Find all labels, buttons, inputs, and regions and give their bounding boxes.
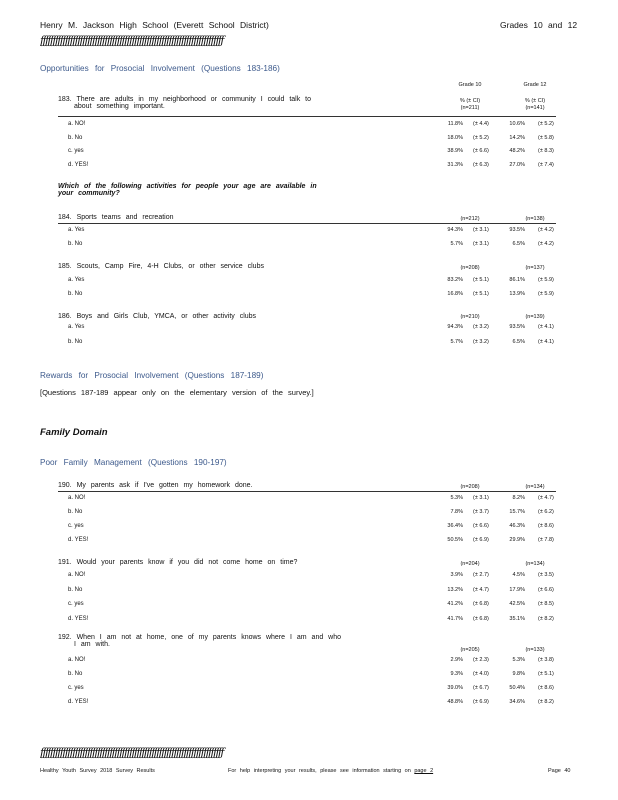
grade10-ci: (± 4.0) (473, 671, 489, 677)
grade10-percent: 38.9% (447, 148, 463, 154)
bottom-divider: ƒƒƒƒƒƒƒƒƒƒƒƒƒƒƒƒƒƒƒƒƒƒƒƒƒƒƒƒƒƒƒƒƒƒƒƒƒƒƒƒƒƒƒƒƒƒƒƒƒƒƒƒƒƒƒƒƒƒƒƒƒƒƒƒƒƒƒƒƒƒƒƒƒƒ (40, 746, 223, 759)
question-191 (58, 559, 297, 566)
top-divider: ƒƒƒƒƒƒƒƒƒƒƒƒƒƒƒƒƒƒƒƒƒƒƒƒƒƒƒƒƒƒƒƒƒƒƒƒƒƒƒƒƒƒƒƒƒƒƒƒƒƒƒƒƒƒƒƒƒƒƒƒƒƒƒƒƒƒƒƒƒƒƒƒƒƒ (40, 34, 223, 47)
option-label: d. YES! (68, 615, 89, 622)
grade12-percent: 35.1% (509, 615, 525, 622)
grade12-ci: (± 7.4) (538, 161, 554, 168)
column-pct-grade10: % (± CI) (459, 98, 481, 104)
grade10-percent: 7.8% (450, 509, 463, 515)
option-label: b. No (68, 134, 83, 141)
grade10-ci: (± 5.1) (473, 277, 489, 283)
subquestion-line1: Which of the following activities for people your age are available in (58, 183, 317, 190)
grade10-ci: (± 4.4) (473, 121, 489, 127)
grade10-percent: 41.7% (447, 615, 463, 622)
domain-title: Family Domain (40, 427, 108, 438)
footer-page-number: Page 40 (548, 768, 571, 774)
subquestion-line2: your community? (58, 190, 120, 197)
section-title-family-management: Poor Family Management (Questions 190-197) (40, 458, 227, 467)
grade10-percent: 94.3% (447, 227, 463, 233)
grade12-percent: 4.5% (512, 572, 525, 578)
option-label: b. No (68, 509, 83, 515)
grade10-ci: (± 3.1) (473, 241, 489, 247)
grade10-ci: (± 6.3) (473, 161, 489, 168)
grade10-percent: 5.7% (450, 339, 463, 345)
n-count-q190-grade10: (n=208) (460, 484, 480, 490)
question-title: 184. Sports teams and recreation (58, 214, 174, 221)
grade10-ci: (± 4.7) (473, 586, 489, 593)
option-label: b. No (68, 586, 83, 593)
question-rule (58, 491, 556, 492)
grade12-ci: (± 4.2) (538, 241, 554, 247)
option-label: b. No (68, 339, 83, 345)
option-label: a. NO! (68, 121, 86, 127)
option-label: a. Yes (68, 227, 85, 233)
option-label: d. YES! (68, 537, 89, 543)
grade12-ci: (± 5.2) (538, 121, 554, 127)
grade12-percent: 42.5% (509, 601, 525, 607)
grade10-ci: (± 3.1) (473, 227, 489, 233)
grade12-ci: (± 4.1) (538, 339, 554, 345)
section-title-opportunities: Opportunities for Prosocial Involvement (Questions 183-186) (40, 64, 280, 73)
grade12-ci: (± 3.8) (538, 657, 554, 663)
option-label: a. Yes (68, 277, 85, 283)
grade10-ci: (± 5.1) (473, 291, 489, 297)
column-pct-grade12: % (± CI) (524, 98, 546, 104)
option-label: c. yes (68, 523, 84, 529)
grade10-ci: (± 6.6) (473, 523, 489, 529)
grade12-percent: 6.5% (512, 339, 525, 345)
grade12-ci: (± 8.6) (538, 685, 554, 691)
grade12-percent: 29.9% (509, 537, 525, 543)
grade10-ci: (± 6.8) (473, 615, 489, 622)
option-label: a. Yes (68, 324, 85, 330)
subquestion-prompt (58, 183, 317, 197)
grade12-ci: (± 3.5) (538, 572, 554, 578)
question-title: 185. Scouts, Camp Fire, 4-H Clubs, or other service clubs (58, 263, 264, 270)
grade10-ci: (± 2.3) (473, 657, 489, 663)
question-title: 190. My parents ask if I've gotten my homework done. (58, 482, 253, 489)
grade12-ci: (± 4.2) (538, 227, 554, 233)
grade12-percent: 15.7% (509, 509, 525, 515)
grade10-percent: 48.8% (447, 699, 463, 705)
question-184 (58, 214, 174, 221)
option-label: d. YES! (68, 699, 89, 705)
option-label: d. YES! (68, 161, 89, 168)
grade12-ci: (± 8.2) (538, 699, 554, 705)
question-186 (58, 313, 256, 320)
grade10-percent: 9.3% (450, 671, 463, 677)
grade12-ci: (± 6.2) (538, 509, 554, 515)
option-label: a. NO! (68, 572, 86, 578)
n-count-q192-grade10: (n=205) (460, 647, 480, 653)
n-count-q183-grade10: (n=211) (460, 105, 480, 111)
question-title-cont: about something important. (74, 103, 165, 110)
grade12-percent: 46.3% (509, 523, 525, 529)
footer-help-text (228, 768, 433, 774)
grade12-ci: (± 5.8) (538, 134, 554, 141)
grade10-ci: (± 3.2) (473, 324, 489, 330)
option-label: c. yes (68, 148, 84, 154)
grade10-percent: 50.5% (447, 537, 463, 543)
option-label: a. NO! (68, 495, 86, 501)
grade10-percent: 83.2% (447, 277, 463, 283)
question-190 (58, 482, 252, 489)
grade10-percent: 41.2% (447, 601, 463, 607)
grade10-percent: 5.7% (450, 241, 463, 247)
grade12-percent: 6.5% (512, 241, 525, 247)
grade10-percent: 5.3% (450, 495, 463, 501)
grade12-percent: 14.2% (509, 134, 525, 141)
report-header-title: Henry M. Jackson High School (Everett School District) (40, 20, 269, 30)
grade12-ci: (± 5.9) (538, 277, 554, 283)
grade12-percent: 34.6% (509, 699, 525, 705)
grade12-percent: 13.9% (509, 291, 525, 297)
grade12-percent: 9.8% (512, 671, 525, 677)
n-count-q186-grade12: (n=139) (525, 314, 545, 320)
question-title: 186. Boys and Girls Club, YMCA, or other activity clubs (58, 313, 257, 320)
question-183 (58, 96, 311, 110)
question-title: 183. There are adults in my neighborhood or community I could talk to (58, 96, 311, 103)
grade12-ci: (± 6.6) (538, 586, 554, 593)
grade12-ci: (± 8.2) (538, 615, 554, 622)
grade10-ci: (± 6.9) (473, 699, 489, 705)
grade12-ci: (± 4.1) (538, 324, 554, 330)
grade10-ci: (± 6.8) (473, 601, 489, 607)
column-header-grade12: Grade 12 (523, 82, 547, 88)
grade10-percent: 13.2% (447, 586, 463, 593)
grade10-percent: 31.3% (447, 161, 463, 168)
grade10-ci: (± 5.2) (473, 134, 489, 141)
option-label: b. No (68, 291, 83, 297)
footer-help-message: For help interpreting your results, please see information starting on (228, 768, 411, 774)
column-header-grade10: Grade 10 (458, 82, 482, 88)
grade12-ci: (± 4.7) (538, 495, 554, 501)
question-rule (58, 223, 556, 224)
grade12-percent: 17.9% (509, 586, 525, 593)
grade12-ci: (± 5.9) (538, 291, 554, 297)
grade10-percent: 36.4% (447, 523, 463, 529)
n-count-q183-grade12: (n=141) (525, 105, 545, 111)
grade12-ci: (± 8.6) (538, 523, 554, 529)
grade10-percent: 94.3% (447, 324, 463, 330)
question-rule (58, 116, 556, 117)
n-count-q185-grade12: (n=137) (525, 265, 545, 271)
grade12-percent: 93.5% (509, 227, 525, 233)
n-count-q191-grade10: (n=204) (460, 561, 480, 567)
grade10-percent: 3.9% (450, 572, 463, 578)
grade10-percent: 11.8% (447, 121, 463, 127)
grade12-ci: (± 5.1) (538, 671, 554, 677)
n-count-q192-grade12: (n=133) (525, 647, 545, 653)
grade10-ci: (± 3.2) (473, 339, 489, 345)
n-count-q190-grade12: (n=134) (525, 484, 545, 490)
grade12-percent: 50.4% (509, 685, 525, 691)
question-title: 191. Would your parents know if you did not come home on time? (58, 559, 298, 566)
question-title-cont: I am with. (74, 641, 110, 648)
option-label: c. yes (68, 685, 84, 691)
grade10-percent: 18.0% (447, 134, 463, 141)
grade10-percent: 39.0% (447, 685, 463, 691)
section-title-rewards: Rewards for Prosocial Involvement (Questions 187-189) (40, 371, 264, 380)
option-label: a. NO! (68, 657, 86, 663)
grade12-percent: 48.2% (509, 148, 525, 154)
n-count-q184-grade12: (n=138) (525, 216, 545, 222)
grade10-ci: (± 6.9) (473, 537, 489, 543)
grade10-ci: (± 3.1) (473, 495, 489, 501)
question-title: 192. When I am not at home, one of my parents knows where I am and who (58, 634, 342, 641)
grade10-ci: (± 6.6) (473, 148, 489, 154)
footer-survey-name: Healthy Youth Survey 2018 Survey Results (40, 768, 155, 774)
question-185 (58, 263, 264, 270)
grade12-percent: 10.6% (509, 121, 525, 127)
grade12-ci: (± 8.5) (538, 601, 554, 607)
n-count-q191-grade12: (n=134) (525, 561, 545, 567)
grade10-percent: 16.8% (447, 291, 463, 297)
n-count-q186-grade10: (n=210) (460, 314, 480, 320)
grade12-ci: (± 7.8) (538, 537, 554, 543)
grade12-ci: (± 8.3) (538, 148, 554, 154)
grade10-percent: 2.9% (450, 657, 463, 663)
grade12-percent: 93.5% (509, 324, 525, 330)
grade10-ci: (± 3.7) (473, 509, 489, 515)
n-count-q184-grade10: (n=212) (460, 216, 480, 222)
grade12-percent: 27.0% (509, 161, 525, 168)
grade12-percent: 86.1% (509, 277, 525, 283)
section-note: [Questions 187-189 appear only on the elementary version of the survey.] (40, 388, 314, 397)
question-192 (58, 634, 341, 648)
option-label: b. No (68, 241, 83, 247)
grade10-ci: (± 2.7) (473, 572, 489, 578)
footer-page-link[interactable]: page 2 (414, 768, 434, 774)
grade12-percent: 5.3% (512, 657, 525, 663)
grade10-ci: (± 6.7) (473, 685, 489, 691)
n-count-q185-grade10: (n=208) (460, 265, 480, 271)
option-label: b. No (68, 671, 83, 677)
report-header-grades: Grades 10 and 12 (500, 20, 578, 30)
grade12-percent: 8.2% (512, 495, 525, 501)
option-label: c. yes (68, 601, 84, 607)
